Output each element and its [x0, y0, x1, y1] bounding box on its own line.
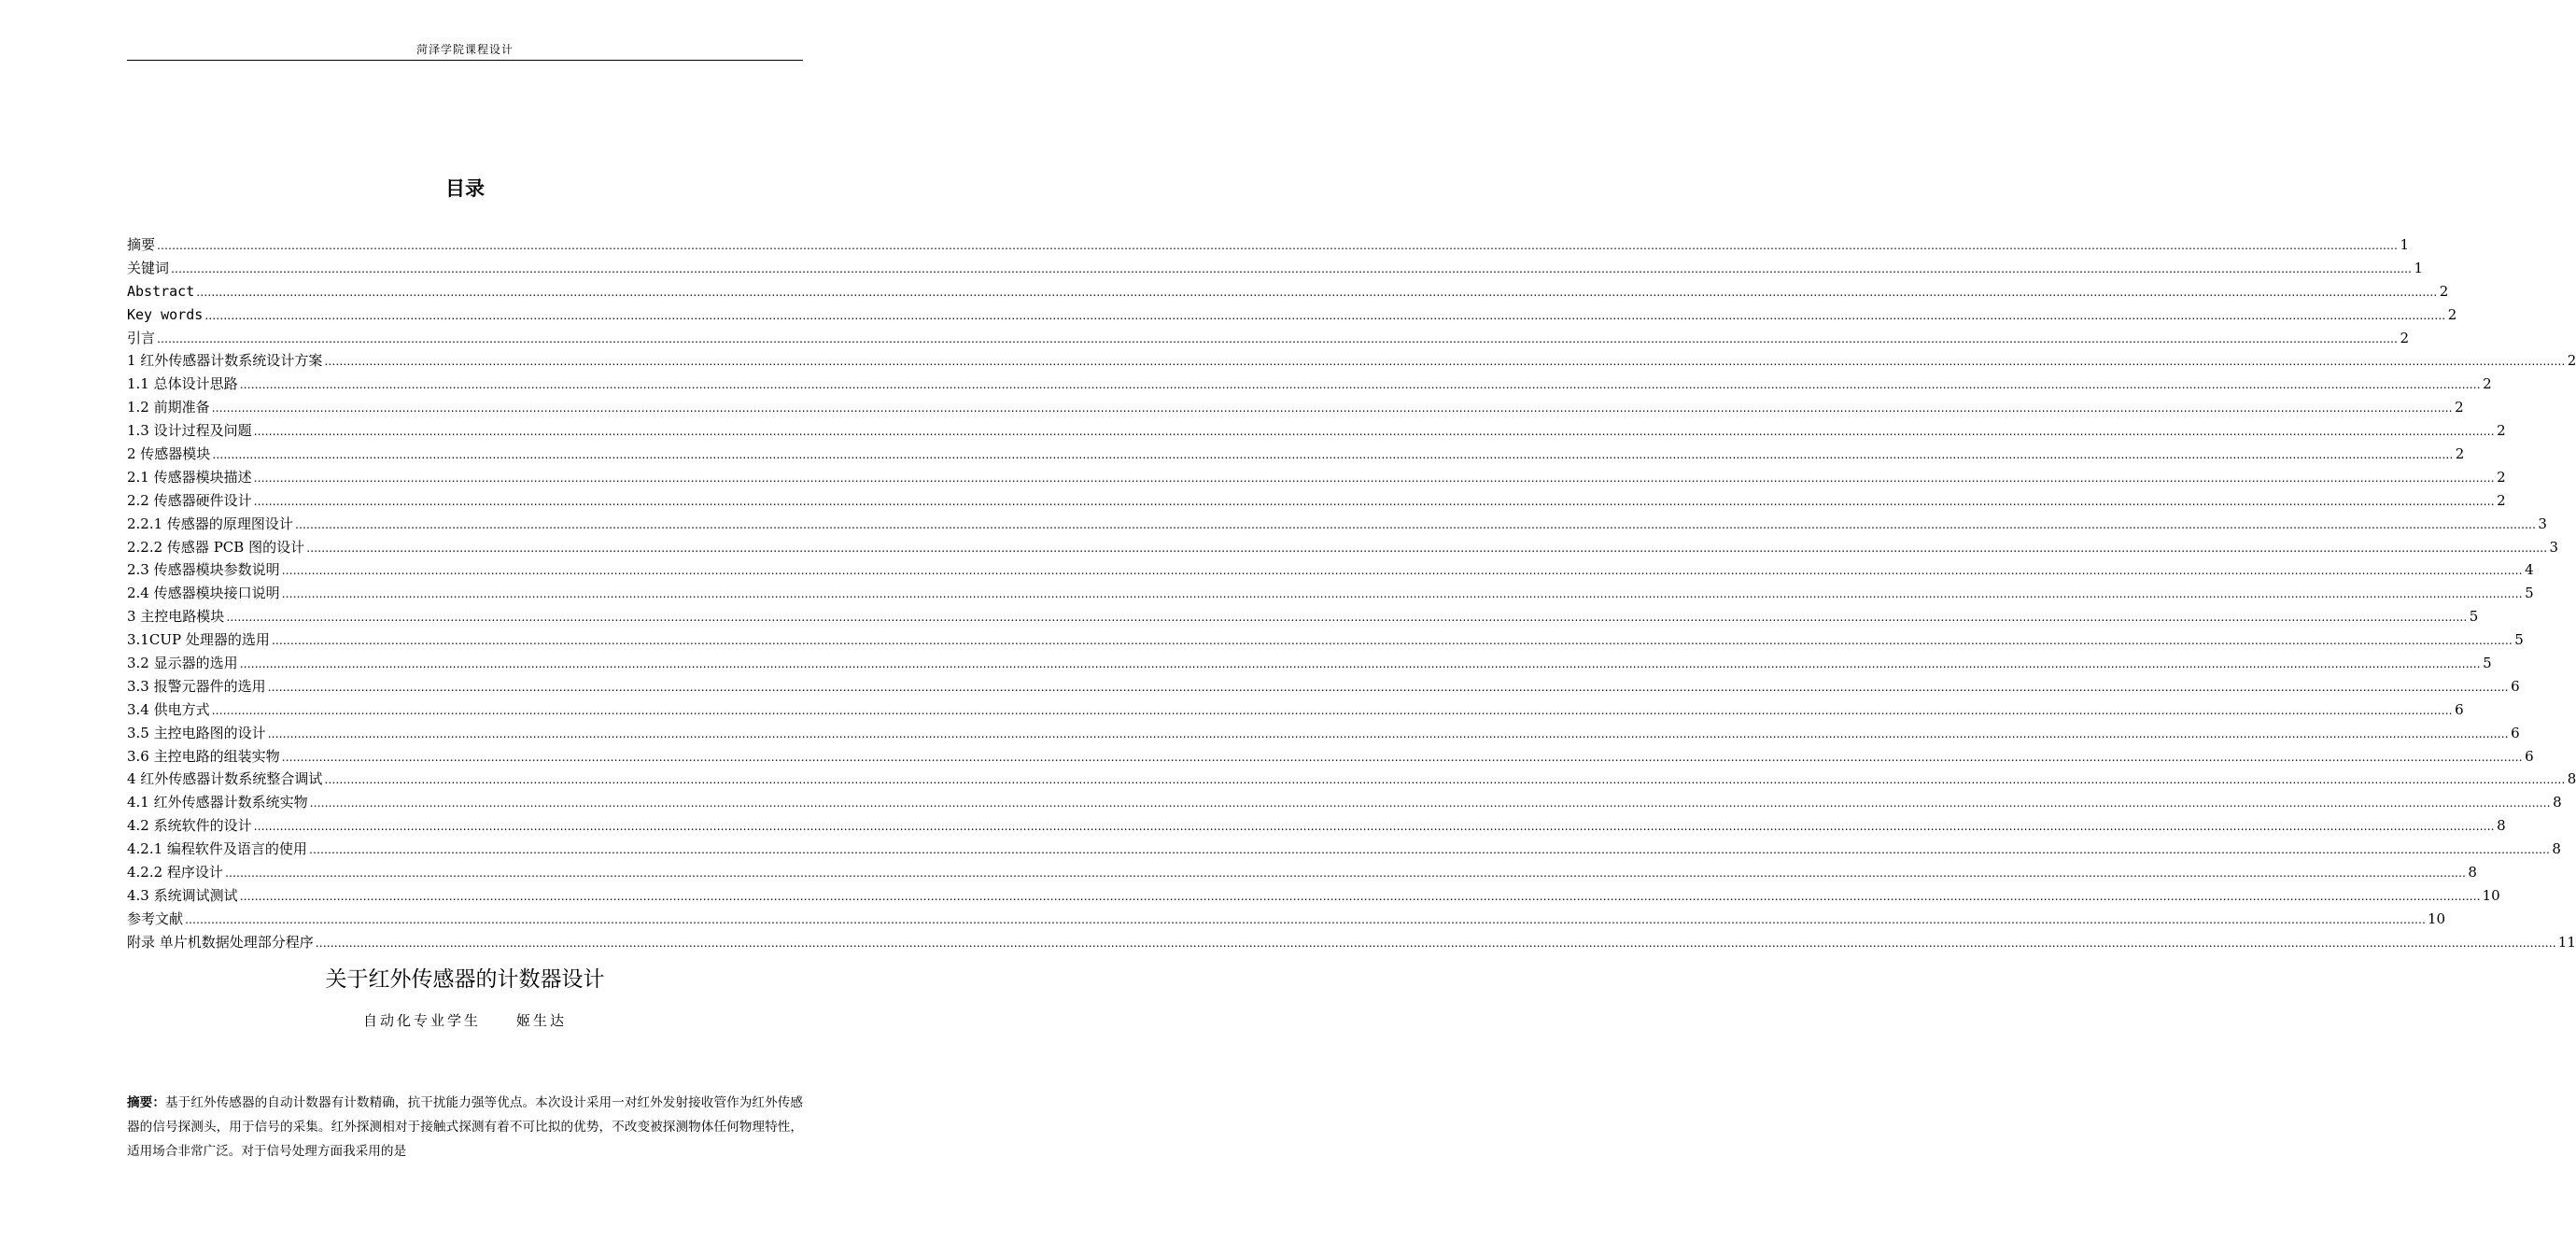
- toc-leader-dots: ……………………………………………………………………………………………………………………………………………………………………………………………………………………………………………………………………………………………………………………………………………………………………………………………………………………………………………………………………………………………………………………………………………………: [185, 912, 2427, 926]
- toc-entry-page: 2: [2439, 282, 2449, 300]
- toc-entry-page: 5: [2469, 608, 2479, 626]
- abstract-text: 基于红外传感器的自动计数器有计数精确，抗干扰能力强等优点。本次设计采用一对红外发射接收管作为红外传感器的信号探测头，用于信号的采集。红外探测相对于接触式探测有着不可比拟的优势，不改变被探测物体任何物理特性，适用场合非常广泛。对于信号处理方面我采用的是: [127, 1095, 804, 1159]
- toc-entry-label: 1.1 总体设计思路: [127, 375, 238, 393]
- toc-entry-label: 2.2.2 传感器 PCB 图的设计: [127, 538, 305, 556]
- toc-entry: [127, 582, 2534, 605]
- toc-leader-dots: ……………………………………………………………………………………………………………………………………………………………………………………………………………………………………………………………………………………………………………………………………………………………………………………………………………………………………………………………………………………………………………………………………………………: [308, 843, 2550, 857]
- toc-leader-dots: ……………………………………………………………………………………………………………………………………………………………………………………………………………………………………………………………………………………………………………………………………………………………………………………………………………………………………………………………………………………………………………………………………………………: [224, 867, 2466, 881]
- abstract-paragraph: [127, 1091, 803, 1163]
- toc-entry-page: 11: [2557, 933, 2576, 951]
- toc-entry-label: 2.3 传感器模块参数说明: [127, 561, 280, 579]
- toc-entry-page: 2: [2497, 468, 2506, 486]
- toc-entry-page: 5: [2514, 631, 2524, 649]
- toc-leader-dots: ……………………………………………………………………………………………………………………………………………………………………………………………………………………………………………………………………………………………………………………………………………………………………………………………………………………………………………………………………………………………………………………………………………………: [281, 564, 2523, 578]
- toc-entry: [127, 745, 2534, 769]
- toc-entry-page: 2: [2455, 445, 2465, 463]
- toc-entry-label: 2.2 传感器硬件设计: [127, 491, 252, 509]
- toc-entry-page: 6: [2511, 677, 2520, 695]
- toc-entry-page: 2: [2400, 329, 2410, 346]
- toc-entry-label: 3.3 报警元器件的选用: [127, 677, 266, 695]
- toc-entry: [127, 513, 2547, 536]
- toc-entry: [127, 814, 2506, 838]
- toc-leader-dots: ……………………………………………………………………………………………………………………………………………………………………………………………………………………………………………………………………………………………………………………………………………………………………………………………………………………………………………………………………………………………………………………………………………………: [211, 402, 2453, 416]
- toc-entry-label: 2.4 传感器模块接口说明: [127, 585, 280, 602]
- toc-entry-page: 8: [2497, 817, 2506, 835]
- toc-entry-page: 4: [2525, 561, 2534, 579]
- toc-entry: [127, 722, 2520, 745]
- toc-entry: [127, 558, 2534, 582]
- toc-entry-page: 2: [2483, 375, 2492, 393]
- toc-entry: [127, 257, 2424, 280]
- toc-entry-label: 4.3 系统调试测试: [127, 886, 238, 904]
- toc-leader-dots: ……………………………………………………………………………………………………………………………………………………………………………………………………………………………………………………………………………………………………………………………………………………………………………………………………………………………………………………………………………………………………………………………………………………: [315, 936, 2556, 950]
- toc-entry: [127, 489, 2506, 513]
- abstract-label: 摘要：: [127, 1095, 165, 1110]
- toc-entry-page: 3: [2538, 515, 2547, 532]
- toc-entry: [127, 675, 2520, 698]
- toc-entry-label: 3.1CUP 处理器的选用: [127, 631, 270, 649]
- toc-entry-page: 1: [2414, 259, 2424, 276]
- toc-entry-page: 2: [2497, 422, 2506, 440]
- toc-entry: [127, 419, 2506, 443]
- table-of-contents: [127, 233, 2576, 954]
- toc-leader-dots: ……………………………………………………………………………………………………………………………………………………………………………………………………………………………………………………………………………………………………………………………………………………………………………………………………………………………………………………………………………………………………………………………………………………: [212, 448, 2454, 462]
- toc-entry-page: 2: [2455, 399, 2464, 416]
- toc-entry: [127, 443, 2465, 466]
- toc-entry-label: 3.2 显示器的选用: [127, 655, 238, 672]
- toc-leader-dots: ……………………………………………………………………………………………………………………………………………………………………………………………………………………………………………………………………………………………………………………………………………………………………………………………………………………………………………………………………………………………………………………………………………………: [171, 261, 2413, 275]
- toc-entry-label: 4.2.1 编程软件及语言的使用: [127, 840, 307, 858]
- toc-leader-dots: ……………………………………………………………………………………………………………………………………………………………………………………………………………………………………………………………………………………………………………………………………………………………………………………………………………………………………………………………………………………………………………………………………………………: [157, 239, 2399, 252]
- toc-entry: [127, 698, 2464, 722]
- toc-leader-dots: ……………………………………………………………………………………………………………………………………………………………………………………………………………………………………………………………………………………………………………………………………………………………………………………………………………………………………………………………………………………………………………………………………………………: [239, 657, 2481, 671]
- author-name: 姬生达: [516, 1012, 568, 1029]
- toc-entry-label: 参考文献: [127, 910, 184, 927]
- toc-entry-label: 3.5 主控电路图的设计: [127, 724, 266, 741]
- header-title: 菏泽学院课程设计: [415, 43, 514, 56]
- toc-entry: [127, 838, 2561, 861]
- toc-entry: [127, 628, 2524, 652]
- toc-entry-page: 1: [2400, 236, 2410, 253]
- toc-title: 目录: [445, 177, 485, 200]
- toc-entry-label: 1.3 设计过程及问题: [127, 422, 252, 440]
- toc-entry: [127, 791, 2562, 814]
- toc-leader-dots: ……………………………………………………………………………………………………………………………………………………………………………………………………………………………………………………………………………………………………………………………………………………………………………………………………………………………………………………………………………………………………………………………………………………: [306, 541, 2548, 555]
- toc-entry-label: 4.2.2 程序设计: [127, 864, 223, 881]
- toc-leader-dots: ……………………………………………………………………………………………………………………………………………………………………………………………………………………………………………………………………………………………………………………………………………………………………………………………………………………………………………………………………………………………………………………………………………………: [226, 611, 2468, 625]
- toc-entry: [127, 233, 2410, 257]
- author-role: 自动化专业学生: [362, 1012, 481, 1029]
- toc-leader-dots: ……………………………………………………………………………………………………………………………………………………………………………………………………………………………………………………………………………………………………………………………………………………………………………………………………………………………………………………………………………………………………………………………………………………: [157, 331, 2399, 345]
- toc-entry: [127, 768, 2576, 791]
- toc-entry-page: 6: [2525, 747, 2534, 765]
- toc-entry-page: 8: [2567, 770, 2576, 788]
- toc-entry-page: 6: [2511, 724, 2520, 741]
- toc-entry-label: 3 主控电路模块: [127, 608, 225, 626]
- toc-entry-label: Abstract: [127, 282, 195, 300]
- toc-entry: [127, 373, 2492, 396]
- toc-entry-label: 2.1 传感器模块描述: [127, 468, 252, 486]
- toc-entry: [127, 652, 2492, 675]
- toc-entry-page: 8: [2553, 794, 2562, 811]
- toc-entry-label: 摘要: [127, 236, 156, 253]
- toc-leader-dots: ……………………………………………………………………………………………………………………………………………………………………………………………………………………………………………………………………………………………………………………………………………………………………………………………………………………………………………………………………………………………………………………………………………………: [253, 820, 2495, 834]
- toc-entry-label: 4 红外传感器计数系统整合调试: [127, 770, 323, 788]
- toc-entry-page: 10: [2428, 910, 2446, 927]
- toc-leader-dots: ……………………………………………………………………………………………………………………………………………………………………………………………………………………………………………………………………………………………………………………………………………………………………………………………………………………………………………………………………………………………………………………………………………………: [324, 773, 2566, 787]
- toc-entry: [127, 396, 2464, 419]
- toc-leader-dots: ……………………………………………………………………………………………………………………………………………………………………………………………………………………………………………………………………………………………………………………………………………………………………………………………………………………………………………………………………………………………………………………………………………………: [204, 308, 2446, 322]
- page-header: [127, 41, 803, 61]
- toc-leader-dots: ……………………………………………………………………………………………………………………………………………………………………………………………………………………………………………………………………………………………………………………………………………………………………………………………………………………………………………………………………………………………………………………………………………………: [239, 378, 2481, 392]
- toc-leader-dots: ……………………………………………………………………………………………………………………………………………………………………………………………………………………………………………………………………………………………………………………………………………………………………………………………………………………………………………………………………………………………………………………………………………………: [211, 703, 2453, 717]
- toc-leader-dots: ……………………………………………………………………………………………………………………………………………………………………………………………………………………………………………………………………………………………………………………………………………………………………………………………………………………………………………………………………………………………………………………………………………………: [253, 494, 2495, 508]
- toc-leader-dots: ……………………………………………………………………………………………………………………………………………………………………………………………………………………………………………………………………………………………………………………………………………………………………………………………………………………………………………………………………………………………………………………………………………………: [294, 517, 2536, 531]
- toc-leader-dots: ……………………………………………………………………………………………………………………………………………………………………………………………………………………………………………………………………………………………………………………………………………………………………………………………………………………………………………………………………………………………………………………………………………………: [324, 355, 2566, 369]
- toc-entry-label: 引言: [127, 329, 156, 346]
- toc-entry-label: 2 传感器模块: [127, 445, 211, 463]
- article-title: 关于红外传感器的计数器设计: [325, 967, 605, 992]
- toc-leader-dots: ……………………………………………………………………………………………………………………………………………………………………………………………………………………………………………………………………………………………………………………………………………………………………………………………………………………………………………………………………………………………………………………………………………………: [239, 889, 2481, 903]
- toc-leader-dots: ……………………………………………………………………………………………………………………………………………………………………………………………………………………………………………………………………………………………………………………………………………………………………………………………………………………………………………………………………………………………………………………………………………………: [281, 750, 2523, 764]
- toc-entry-page: 3: [2549, 538, 2559, 556]
- toc-entry-label: 1.2 前期准备: [127, 399, 210, 416]
- toc-entry-label: 3.6 主控电路的组装实物: [127, 747, 280, 765]
- toc-entry-page: 8: [2468, 864, 2477, 881]
- toc-leader-dots: ……………………………………………………………………………………………………………………………………………………………………………………………………………………………………………………………………………………………………………………………………………………………………………………………………………………………………………………………………………………………………………………………………………………: [309, 797, 2551, 811]
- toc-leader-dots: ……………………………………………………………………………………………………………………………………………………………………………………………………………………………………………………………………………………………………………………………………………………………………………………………………………………………………………………………………………………………………………………………………………………: [196, 285, 2438, 299]
- toc-entry: [127, 931, 2576, 954]
- toc-entry-page: 8: [2552, 840, 2561, 858]
- toc-entry-label: 4.2 系统软件的设计: [127, 817, 252, 835]
- toc-leader-dots: ……………………………………………………………………………………………………………………………………………………………………………………………………………………………………………………………………………………………………………………………………………………………………………………………………………………………………………………………………………………………………………………………………………………: [281, 587, 2523, 601]
- toc-entry-label: 1 红外传感器计数系统设计方案: [127, 352, 323, 370]
- toc-entry-label: 4.1 红外传感器计数系统实物: [127, 794, 308, 811]
- byline: [127, 1010, 803, 1030]
- toc-entry: [127, 349, 2576, 373]
- toc-leader-dots: ……………………………………………………………………………………………………………………………………………………………………………………………………………………………………………………………………………………………………………………………………………………………………………………………………………………………………………………………………………………………………………………………………………………: [253, 425, 2495, 439]
- toc-entry-label: 2.2.1 传感器的原理图设计: [127, 515, 293, 532]
- toc-entry-page: 5: [2483, 655, 2492, 672]
- toc-entry-page: 2: [2567, 352, 2576, 370]
- toc-leader-dots: ……………………………………………………………………………………………………………………………………………………………………………………………………………………………………………………………………………………………………………………………………………………………………………………………………………………………………………………………………………………………………………………………………………………: [253, 471, 2495, 485]
- toc-entry-label: 关键词: [127, 259, 170, 276]
- toc-entry-page: 6: [2455, 700, 2464, 718]
- toc-entry: [127, 327, 2410, 350]
- toc-leader-dots: ……………………………………………………………………………………………………………………………………………………………………………………………………………………………………………………………………………………………………………………………………………………………………………………………………………………………………………………………………………………………………………………………………………………: [271, 634, 2513, 648]
- toc-entry-label: Key words: [127, 305, 204, 323]
- toc-entry: [127, 303, 2457, 327]
- toc-entry-page: 2: [2497, 491, 2506, 509]
- toc-leader-dots: ……………………………………………………………………………………………………………………………………………………………………………………………………………………………………………………………………………………………………………………………………………………………………………………………………………………………………………………………………………………………………………………………………………………: [267, 680, 2509, 694]
- toc-entry: [127, 605, 2479, 628]
- toc-entry-label: 3.4 供电方式: [127, 700, 210, 718]
- toc-entry: [127, 908, 2446, 931]
- toc-entry-page: 5: [2525, 585, 2534, 602]
- toc-entry-label: 附录 单片机数据处理部分程序: [127, 933, 314, 951]
- toc-entry-page: 10: [2482, 886, 2500, 904]
- toc-leader-dots: ……………………………………………………………………………………………………………………………………………………………………………………………………………………………………………………………………………………………………………………………………………………………………………………………………………………………………………………………………………………………………………………………………………………: [267, 726, 2509, 740]
- toc-entry: [127, 536, 2559, 559]
- toc-entry: [127, 861, 2477, 884]
- toc-entry: [127, 884, 2500, 908]
- toc-entry: [127, 280, 2449, 303]
- toc-entry-page: 2: [2447, 305, 2457, 323]
- toc-entry: [127, 466, 2506, 489]
